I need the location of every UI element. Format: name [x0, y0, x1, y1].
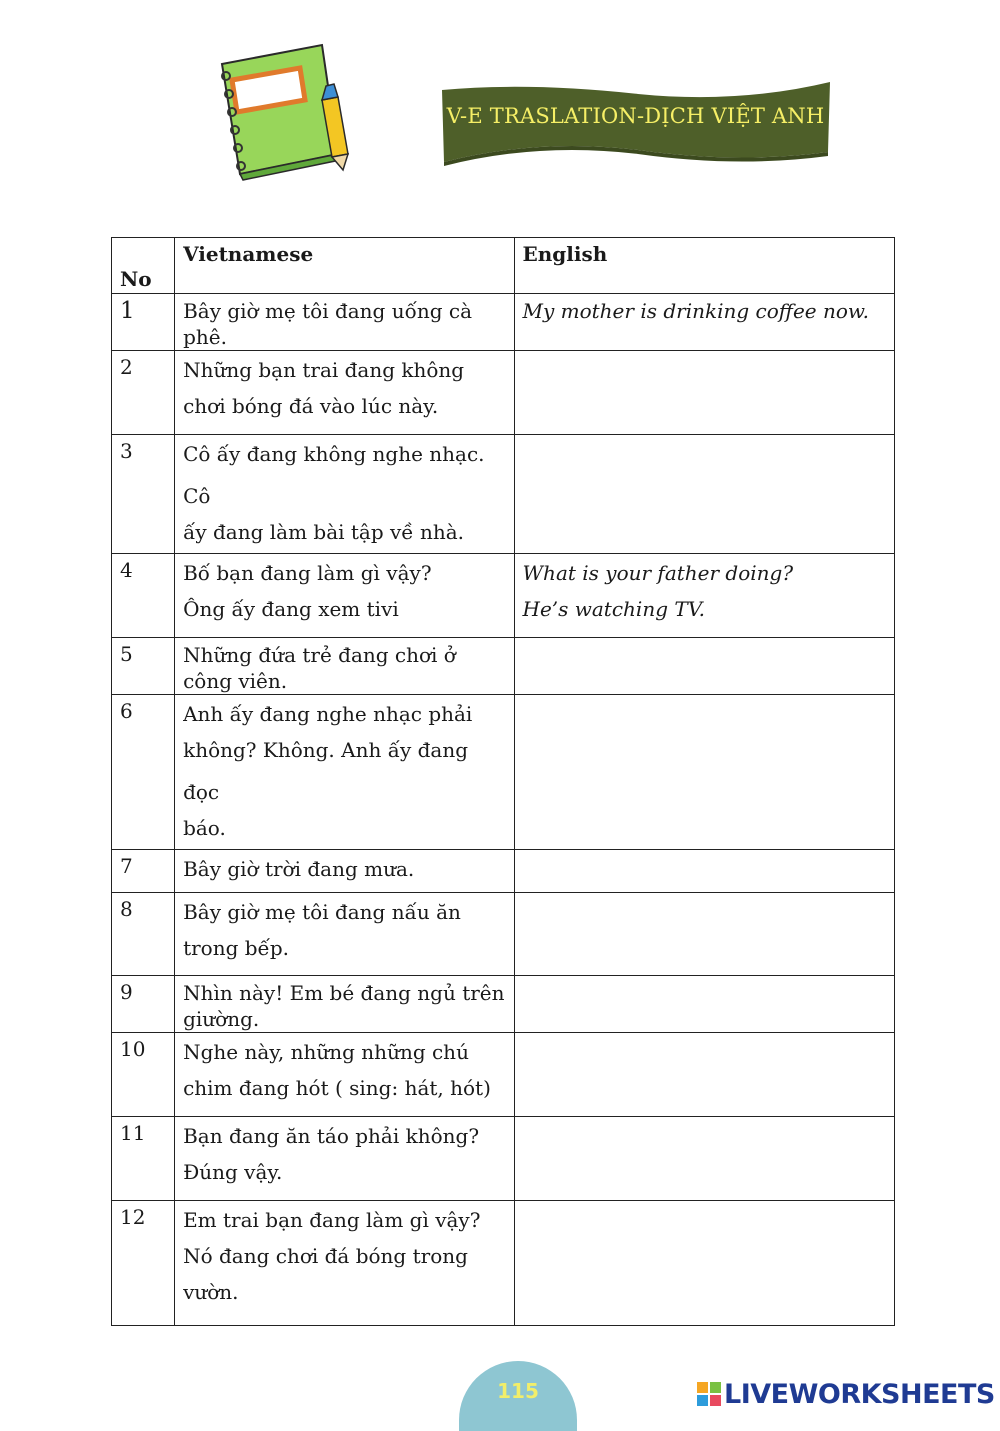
vietnamese-cell — [175, 1117, 514, 1201]
vietnamese-line: chơi bóng đá vào lúc này. — [183, 394, 439, 418]
vietnamese-line: Bạn đang ăn táo phải không? — [183, 1124, 480, 1148]
liveworksheets-logo-icon — [697, 1382, 721, 1406]
vietnamese-line: công viên. — [183, 669, 288, 693]
vietnamese-line: Bây giờ mẹ tôi đang nấu ăn — [183, 900, 461, 924]
vietnamese-line: Cô ấy đang không nghe nhạc. Cô — [183, 442, 485, 508]
header-vietnamese: Vietnamese — [175, 238, 514, 294]
notebook-icon — [222, 45, 340, 180]
vietnamese-line: Bố bạn đang làm gì vậy? — [183, 561, 432, 585]
vietnamese-line: Nó đang chơi đá bóng trong — [183, 1244, 468, 1268]
vietnamese-cell — [175, 893, 514, 976]
row-number: 5 — [112, 638, 175, 695]
vietnamese-line: Đúng vậy. — [183, 1160, 283, 1184]
vietnamese-line: vườn. — [183, 1280, 239, 1304]
vietnamese-line: Ông ấy đang xem tivi — [183, 597, 399, 621]
header-no: No — [112, 238, 175, 294]
table-header-row — [112, 238, 895, 294]
table-row — [112, 554, 895, 638]
row-number: 3 — [112, 435, 175, 554]
table-row — [112, 1033, 895, 1117]
table-row — [112, 638, 895, 695]
english-line: What is your father doing? — [522, 561, 794, 585]
vietnamese-cell — [175, 554, 514, 638]
vietnamese-cell — [175, 435, 514, 554]
vietnamese-line: Những đứa trẻ đang chơi ở — [183, 643, 456, 667]
english-answer-cell[interactable] — [514, 1033, 895, 1117]
english-answer-cell[interactable] — [514, 638, 895, 695]
vietnamese-line: Anh ấy đang nghe nhạc phải — [183, 702, 473, 726]
vietnamese-line: báo. — [183, 816, 226, 840]
vietnamese-line: Nhìn này! Em bé đang ngủ trên — [183, 981, 505, 1005]
brand-name: LIVEWORKSHEETS — [724, 1378, 995, 1410]
worksheet-title: V-E TRASLATION-DỊCH VIỆT ANH — [446, 104, 825, 128]
vietnamese-cell — [175, 1033, 514, 1117]
vietnamese-line: Bây giờ trời đang mưa. — [183, 857, 415, 881]
vietnamese-line: Em trai bạn đang làm gì vậy? — [183, 1208, 481, 1232]
row-number: 7 — [112, 850, 175, 893]
vietnamese-line: giường. — [183, 1007, 260, 1031]
row-number: 9 — [112, 976, 175, 1033]
liveworksheets-brand[interactable] — [697, 1378, 995, 1410]
english-answer-cell[interactable] — [514, 976, 895, 1033]
table-row — [112, 893, 895, 976]
english-answer-cell[interactable] — [514, 695, 895, 850]
row-number: 8 — [112, 893, 175, 976]
table-row — [112, 695, 895, 850]
table-row — [112, 351, 895, 435]
english-answer-cell[interactable] — [514, 1201, 895, 1326]
english-answer-cell[interactable] — [514, 1117, 895, 1201]
vietnamese-line: trong bếp. — [183, 936, 290, 960]
vietnamese-line: chim đang hót ( sing: hát, hót) — [183, 1076, 491, 1100]
vietnamese-cell — [175, 294, 514, 351]
row-number: 1 — [112, 294, 175, 351]
english-answer-cell[interactable] — [514, 351, 895, 435]
row-number: 6 — [112, 695, 175, 850]
english-answer-cell[interactable] — [514, 554, 895, 638]
vietnamese-cell — [175, 850, 514, 893]
vietnamese-line: Nghe này, những những chú — [183, 1040, 469, 1064]
table-row — [112, 435, 895, 554]
english-line: My mother is drinking coffee now. — [522, 299, 869, 323]
vietnamese-line: Bây giờ mẹ tôi đang uống cà — [183, 299, 472, 323]
vietnamese-line: ấy đang làm bài tập về nhà. — [183, 520, 465, 544]
header-english: English — [514, 238, 895, 294]
english-answer-cell[interactable] — [514, 294, 895, 351]
notebook-pencil-illustration — [210, 42, 370, 182]
table-row — [112, 976, 895, 1033]
row-number: 4 — [112, 554, 175, 638]
vietnamese-cell — [175, 351, 514, 435]
english-answer-cell[interactable] — [514, 850, 895, 893]
english-answer-cell[interactable] — [514, 435, 895, 554]
vietnamese-cell — [175, 1201, 514, 1326]
english-line: He’s watching TV. — [522, 597, 705, 621]
table-row — [112, 294, 895, 351]
table-row — [112, 850, 895, 893]
english-answer-cell[interactable] — [514, 893, 895, 976]
page-number: 115 — [497, 1379, 539, 1403]
vietnamese-cell — [175, 976, 514, 1033]
table-row — [112, 1117, 895, 1201]
row-number: 11 — [112, 1117, 175, 1201]
vietnamese-line: không? Không. Anh ấy đang đọc — [183, 738, 469, 804]
row-number: 2 — [112, 351, 175, 435]
vietnamese-line: phê. — [183, 325, 227, 349]
row-number: 12 — [112, 1201, 175, 1326]
row-number: 10 — [112, 1033, 175, 1117]
table-row — [112, 1201, 895, 1326]
vietnamese-line: Những bạn trai đang không — [183, 358, 465, 382]
translation-table — [111, 237, 895, 1326]
vietnamese-cell — [175, 638, 514, 695]
vietnamese-cell — [175, 695, 514, 850]
